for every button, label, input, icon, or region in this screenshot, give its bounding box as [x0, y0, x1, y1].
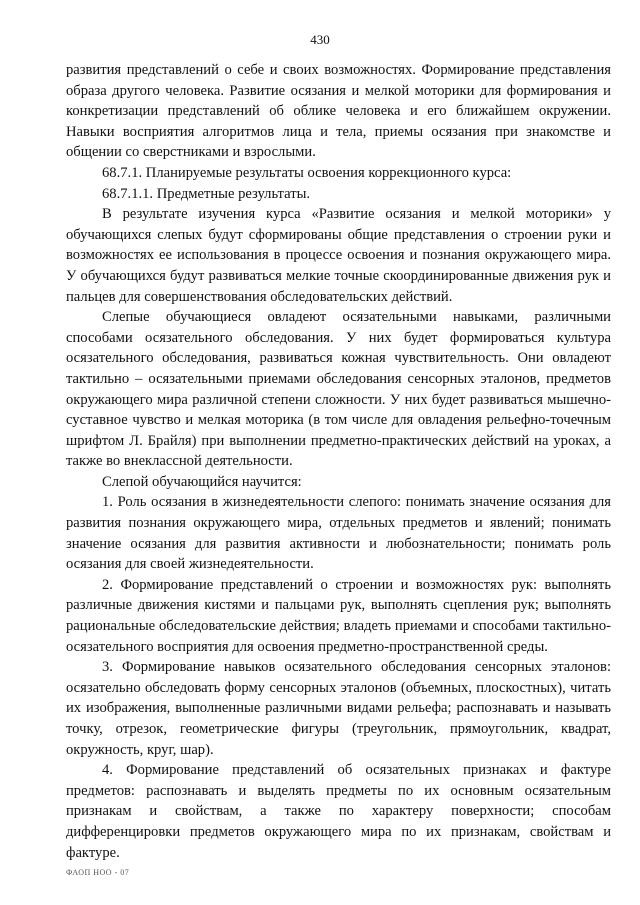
paragraph: Слепой обучающийся научится: [102, 473, 302, 490]
page-number: 430 [310, 32, 330, 47]
list-item: 3. Формирование навыков осязательного обследования сенсорных эталонов: осязательно обследовать форму сенсорных эталонов (объемных, плоскостных), читать их изображения, выполненные различными видами рельефа; распознавать и называть точку, отрезок, геометрические фигуры (треугольник, прямоугольник, квадрат, окружность, круг, шар). [66, 659, 611, 758]
section-heading: 68.7.1. Планируемые результаты освоения коррекционного курса: [102, 164, 512, 181]
footer-mark: ФАОП НОО - 07 [66, 868, 130, 877]
paragraph: Слепые обучающиеся овладеют осязательными навыками, различными способами осязательного обследования. У них будет формироваться культура осязательного обследования, развиваться кожная чувствительность. Они овладеют тактильно – осязательными приемами обследования сенсорных эталонов, предметов окружающего мира различной степени сложности. У них будет развиваться мышечно-суставное чувство и мелкая моторика (в том числе для овладения рельефно-точечным шрифтом Л. Брайля) при выполнении предметно-практических действий на уроках, а также во внеклассной деятельности. [66, 309, 611, 470]
body-text [66, 60, 611, 863]
list-item: 1. Роль осязания в жизнедеятельности слепого: понимать значение осязания для развития познания окружающего мира, отдельных предметов и явлений; понимать значение осязания для развития активности и любознательности; понимать роль осязания для своей жизнедеятельности. [66, 494, 611, 573]
list-item: 2. Формирование представлений о строении и возможностях рук: выполнять различные движения кистями и пальцами рук, выполнять сцепления рук; выполнять рациональные обследовательские действия; владеть приемами и способами тактильно-осязательного восприятия для освоения предметно-пространственной среды. [66, 576, 611, 655]
list-item: 4. Формирование представлений об осязательных признаках и фактуре предметов: распознавать и выделять предметы по их основным осязательным признакам и свойствам, а также по характеру поверхности; способам дифференцировки предметов окружающего мира по их признакам, свойствам и фактуре. [66, 762, 611, 861]
paragraph: развития представлений о себе и своих возможностях. Формирование представления образа другого человека. Развитие осязания и мелкой моторики для формирования и конкретизации представлений об облике человека и его ближайшем окружении. Навыки восприятия алгоритмов лица и тела, приемы осязания при знакомстве и общении со сверстниками и взрослыми. [66, 62, 611, 161]
subsection-heading: 68.7.1.1. Предметные результаты. [102, 185, 311, 202]
paragraph: В результате изучения курса «Развитие осязания и мелкой моторики» у обучающихся слепых будут сформированы общие представления о строении руки и возможностях ее использования в процессе освоения и познания окружающего мира. У обучающихся будут развиваться мелкие точные скоординированные движения рук и пальцев для совершенствования обследовательских действий. [66, 206, 611, 305]
